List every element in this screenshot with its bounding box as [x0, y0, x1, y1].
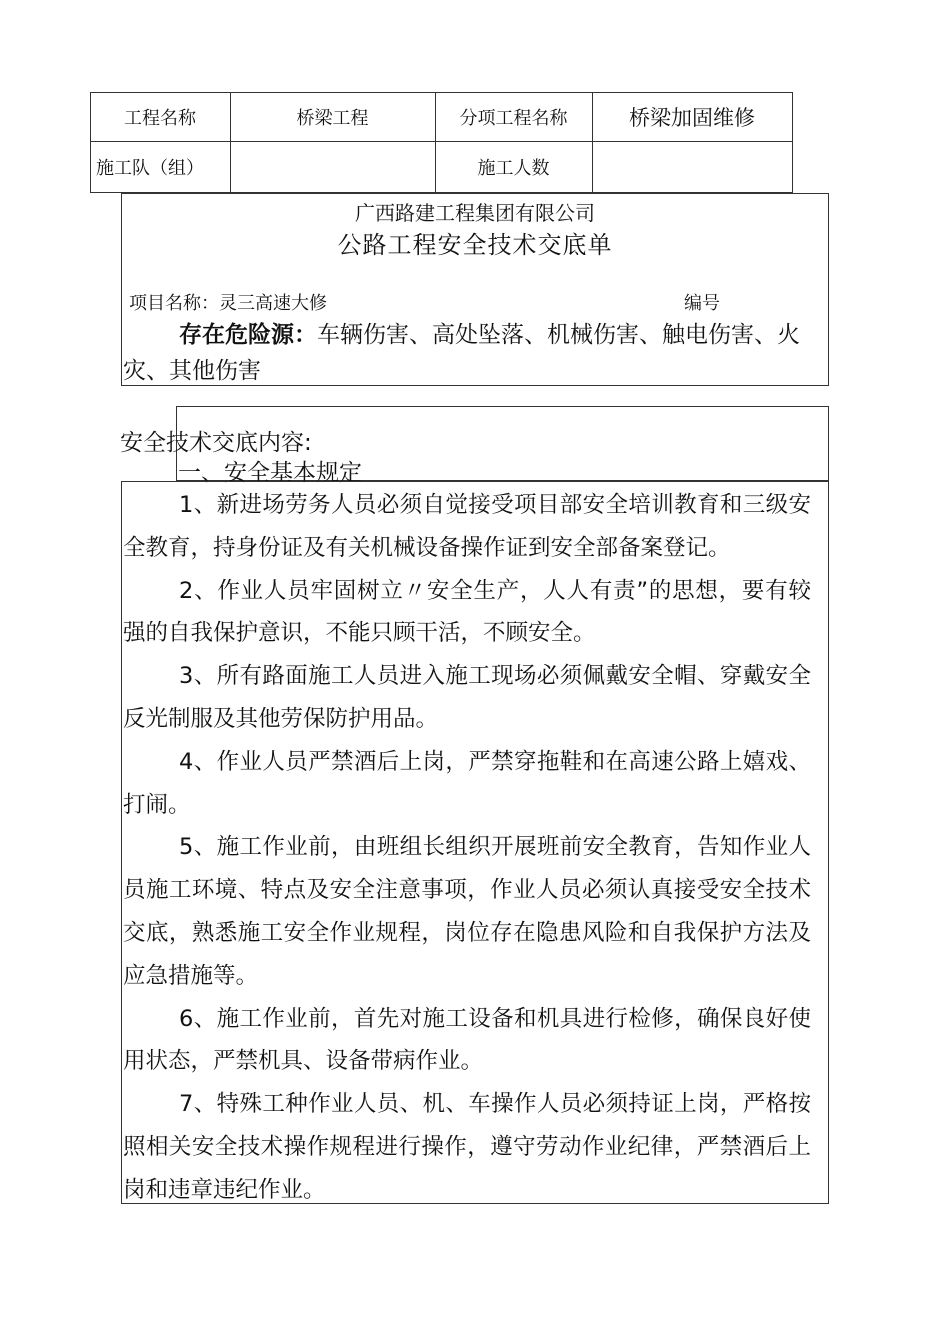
rule-item: 2、作业人员牢固树立〃安全生产，人人有责”的思想，要有较强的自我保护意识，不能只顾干活，不顾安全。 — [123, 577, 811, 647]
rule-item: 7、特殊工种作业人员、机、车操作人员必须持证上岗，严格按照相关安全技术操作规程进行操作，遵守劳动作业纪律，严禁酒后上岗和违章违纪作业。 — [123, 1091, 811, 1203]
project-name-value: 桥梁工程 — [296, 107, 369, 129]
project-name-line: 项目名称：灵三高速大修 — [129, 293, 327, 314]
rule-item: 3、所有路面施工人员进入施工现场必须佩戴安全帽、穿戴安全反光制服及其他劳保防护用品。 — [123, 663, 811, 732]
rule-item: 5、施工作业前，由班组长组织开展班前安全教育，告知作业人员施工环境、特点及安全注意事项，作业人员必须认真接受安全技术交底，熟悉施工安全作业规程，岗位存在隐患风险和自我保护方法及应急措施等。 — [123, 834, 811, 989]
rules-list — [123, 484, 811, 1212]
worker-count-value — [592, 141, 792, 192]
rule-item: 1、新进场劳务人员必须自觉接受项目部安全培训教育和三级安全教育，持身份证及有关机械设备操作证到安全部备案登记。 — [123, 492, 811, 561]
hazard-label: 存在危险源： — [179, 322, 317, 348]
rule-item: 4、作业人员严禁酒后上岗，严禁穿拖鞋和在高速公路上嬉戏、打闹。 — [123, 748, 811, 818]
team-label: 施工队（组） — [96, 157, 204, 179]
hazard-text: 车辆伤害、高处坠落、机械伤害、触电伤害、火灾、其他伤害 — [123, 322, 800, 384]
hazard-sources — [123, 317, 819, 389]
project-name-label: 工程名称 — [124, 107, 196, 129]
content-label: 安全技术交底内容: — [120, 430, 312, 456]
rule-item: 6、施工作业前，首先对施工设备和机具进行检修，确保良好使用状态，严禁机具、设备带病作业。 — [123, 1005, 811, 1075]
sub-project-label: 分项工程名称 — [459, 107, 568, 129]
company-name: 广西路建工程集团有限公司 — [355, 201, 595, 225]
form-title: 公路工程安全技术交底单 — [337, 231, 613, 259]
sub-project-value: 桥梁加固维修 — [629, 105, 755, 130]
section-title: 一、安全基本规定 — [178, 460, 362, 486]
worker-count-label: 施工人数 — [477, 157, 550, 179]
team-value — [230, 141, 435, 192]
serial-number-label: 编号 — [684, 293, 720, 314]
header-table — [90, 92, 793, 193]
